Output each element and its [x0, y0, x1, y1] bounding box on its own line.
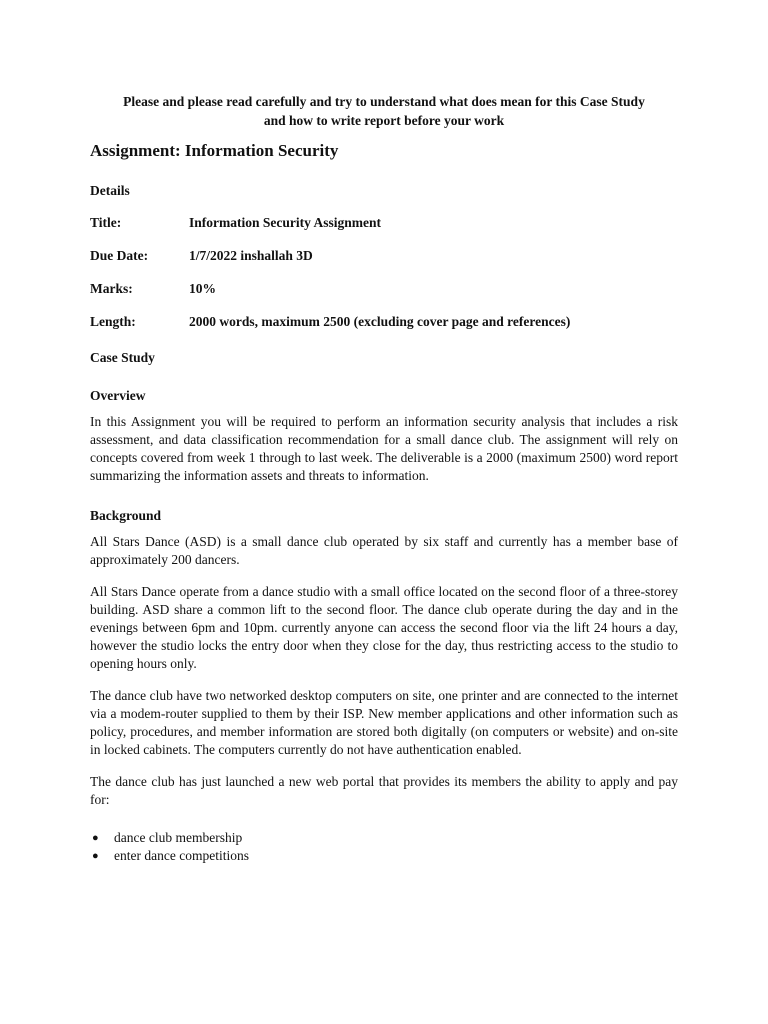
detail-label: Title:	[90, 215, 122, 230]
detail-row-due-date	[90, 247, 678, 265]
details-heading: Details	[90, 183, 130, 198]
intro-line-1: Please and please read carefully and try to understand what does mean for this Case Study	[123, 94, 645, 109]
detail-value: 2000 words, maximum 2500 (excluding cover page and references)	[189, 314, 571, 329]
list-item	[90, 847, 678, 865]
bullet-icon: ●	[92, 850, 99, 862]
list-item	[90, 829, 678, 847]
list-item-text: enter dance competitions	[114, 848, 249, 863]
background-paragraph-1: All Stars Dance (ASD) is a small dance club operated by six staff and currently has a member base of approximately 200 dancers.	[90, 534, 678, 567]
detail-value: Information Security Assignment	[189, 215, 381, 230]
document-content	[90, 92, 678, 865]
detail-value: 1/7/2022 inshallah 3D	[189, 248, 313, 263]
background-heading: Background	[90, 508, 162, 523]
intro-line-2: and how to write report before your work	[263, 113, 505, 128]
background-paragraph-3: The dance club have two networked desktop computers on site, one printer and are connected to the internet via a modem-router supplied to them by their ISP. New member applications and other information such as policy, procedures, and member information are stored both digitally (on computers or website) and on-site in locked cabinets. The computers currently do not have authentication enabled.	[90, 688, 678, 757]
detail-label: Length:	[90, 314, 136, 329]
case-study-heading: Case Study	[90, 350, 155, 365]
detail-row-marks	[90, 280, 678, 298]
overview-heading: Overview	[90, 388, 146, 403]
list-item-text: dance club membership	[114, 830, 243, 845]
assignment-title: Assignment: Information Security	[90, 141, 339, 160]
overview-text: In this Assignment you will be required to perform an information security analysis that includes a risk assessment, and data classification recommendation for a small dance club. The assignment will rely on concepts covered from week 1 through to last week. The deliverable is a 2000 (maximum 2500) word report summarizing the information assets and threats to information.	[90, 414, 678, 483]
intro-note	[80, 92, 688, 130]
portal-features-list	[90, 829, 678, 865]
detail-label: Marks:	[90, 281, 133, 296]
detail-label: Due Date:	[90, 248, 149, 263]
detail-row-title	[90, 214, 678, 232]
detail-value: 10%	[189, 281, 216, 296]
bullet-icon: ●	[92, 832, 99, 844]
background-paragraph-4: The dance club has just launched a new web portal that provides its members the ability to apply and pay for:	[90, 774, 678, 807]
background-paragraph-2: All Stars Dance operate from a dance studio with a small office located on the second floor of a three-storey building. ASD share a common lift to the second floor. The dance club operate during the day and in the evenings between 6pm and 10pm. currently anyone can access the second floor via the lift 24 hours a day, however the studio locks the entry door when they close for the day, thus restricting access to the studio to opening hours only.	[90, 584, 678, 671]
detail-row-length	[90, 313, 678, 331]
